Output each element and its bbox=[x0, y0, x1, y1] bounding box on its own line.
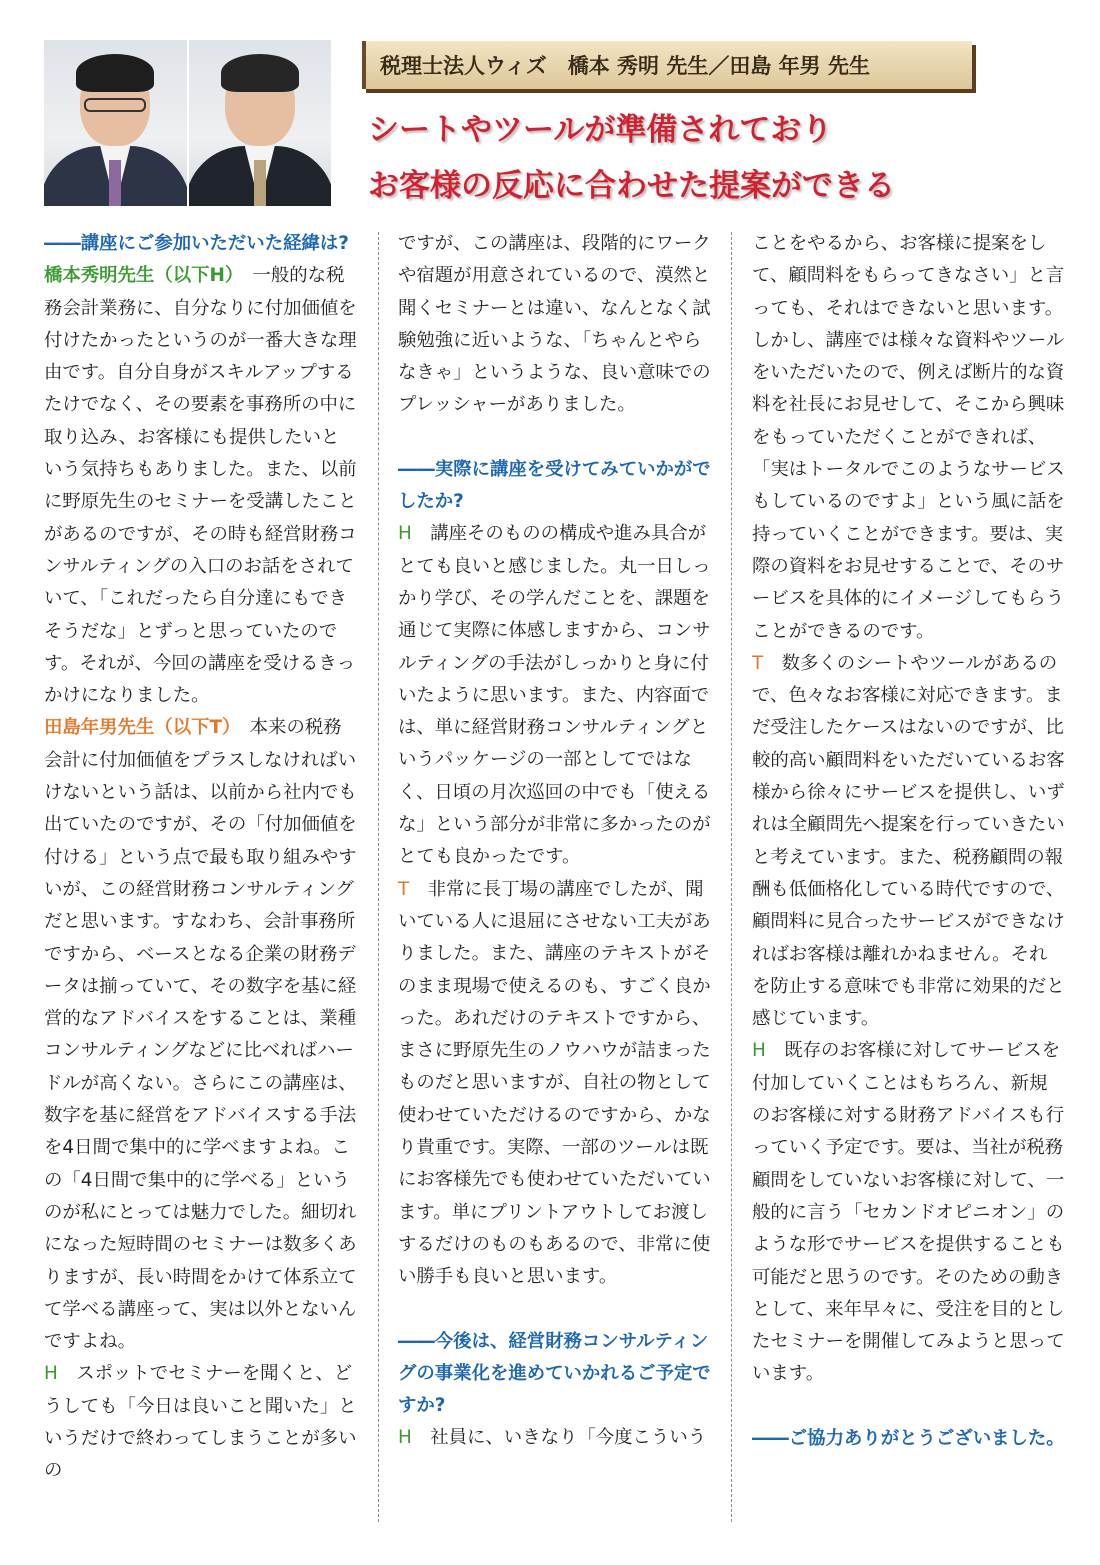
speaker-label: H bbox=[398, 523, 412, 545]
portrait-tajima bbox=[189, 40, 332, 206]
answer-text: 社員に、いきなり「今度こういう bbox=[411, 1427, 707, 1449]
interview-answer bbox=[398, 228, 711, 422]
answer-text: 非常に長丁場の講座でしたが、聞いている人に退屈にさせない工夫がありました。また、講座のテキストがそのまま現場で使えるのも、すごく良かった。あれだけのテキストですから、まさに野原先生のノウハウが詰まったものだと思いますが、自社の物として使わせていただけるのですから、かなり貴重です。実際、一部のツールは既にお客様先でも使わせていただいています。単にプリントアウトしてお渡しするだけのものもあるので、非常に使い勝手も良いと思います。 bbox=[398, 878, 711, 1288]
speaker-label: H bbox=[398, 1427, 412, 1449]
column-divider bbox=[378, 232, 379, 1522]
interview-question: ――実際に講座を受けてみていかがでしたか? bbox=[398, 458, 711, 513]
paragraph-gap bbox=[752, 1391, 1065, 1423]
headline-line-2: お客様の反応に合わせた提案ができる bbox=[368, 168, 895, 204]
paragraph-gap bbox=[398, 422, 711, 454]
speaker-label: 橋本秀明先生（以下H） bbox=[44, 265, 235, 287]
answer-text: 本来の税務会計に付加価値をプラスしなければいけないという話は、以前から社内でも出ていたのですが、その「付加価値を付ける」という点で最も取り組みやすいが、この経営財務コンサルティングだと思います。すなわち、会計事務所ですから、ベースとなる企業の財務データは揃っていて、その数字を基に経営的なアドバイスをすることは、業種コンサルティングなどに比べればハードルが高くない。さらにこの講座は、数字を基に経営をアドバイスする手法を4日間で集中的に学べますよね。この「4日間で集中的に学べる」というのが私にとっては魅力でした。細切れになった短時間のセミナーは数多くありますが、長い時間をかけて体系立てて学べる講座って、実は以外とないんですよね。 bbox=[44, 717, 357, 1353]
answer-text: ですが、この講座は、段階的にワークや宿題が用意されているので、漠然と聞くセミナーとは違い、なんとなく試験勉強に近いような、「ちゃんとやらなきゃ」というような、良い意味でのプレッシャーがありました。 bbox=[398, 233, 711, 416]
article-column-3 bbox=[752, 228, 1065, 1528]
interview-question: ――講座にご参加いただいた経緯は? bbox=[44, 233, 349, 254]
interview-answer bbox=[398, 518, 711, 873]
speaker-label: T bbox=[398, 878, 410, 900]
speaker-label: T bbox=[752, 652, 764, 674]
portraits bbox=[44, 40, 331, 206]
headline-line-1: シートやツールが準備されており bbox=[368, 112, 833, 148]
answer-text: ことをやるから、お客様に提案をして、顧問料をもらってきなさい」と言っても、それはできないと思います。しかし、講座では様々な資料やツールをいただいたので、例えば断片的な資料を社長にお見せして、そこから興味をもっていただくことができれば、「実はトータルでこのようなサービスもしているのですよ」という風に話を持っていくことができます。要は、実際の資料をお見せすることで、そのサービスを具体的にイメージしてもらうことができるのです。 bbox=[752, 233, 1065, 642]
answer-text: スポットでセミナーを聞くと、どうしても「今日は良いこと聞いた」というだけで終わってしまうことが多いの bbox=[44, 1363, 357, 1482]
interview-answer bbox=[398, 1422, 711, 1454]
speaker-banner bbox=[362, 41, 972, 89]
interview-answer bbox=[752, 648, 1065, 1036]
article-column-2 bbox=[398, 228, 711, 1528]
interview-answer bbox=[752, 228, 1065, 648]
interview-answer bbox=[44, 712, 357, 1358]
speaker-label: 田島年男先生（以下T） bbox=[44, 717, 232, 739]
interview-answer bbox=[398, 874, 711, 1294]
article-column-1 bbox=[44, 228, 357, 1528]
answer-text: 数多くのシートやツールがあるので、色々なお客様に対応できます。まだ受注したケースはないのですが、比較的高い顧問料をいただいているお客様から徐々にサービスを提供し、いずれは全顧問先へ提案を行っていきたいと考えています。また、税務顧問の報酬も低価格化している時代ですので、顧問料に見合ったサービスができなければお客様は離れかねません。それを防止する意味でも非常に効果的だと感じています。 bbox=[752, 652, 1065, 1030]
interview-answer bbox=[44, 260, 357, 712]
speaker-label: H bbox=[752, 1040, 766, 1062]
banner-text: 税理士法人ウィズ 橋本 秀明 先生／田島 年男 先生 bbox=[380, 53, 870, 78]
column-divider bbox=[731, 232, 732, 1522]
paragraph-gap bbox=[398, 1294, 711, 1326]
answer-text: 一般的な税務会計業務に、自分なりに付加価値を付けたかったというのが一番大きな理由です。自分自身がスキルアップするたけでなく、その要素を事務所の中に取り込み、お客様にも提供したいという気持ちもありました。また、以前に野原先生のセミナーを受講したことがあるのですが、その時も経営財務コンサルティングの入口のお話をされていて、「これだったら自分達にもできそうだな」とずっと思っていたのです。それが、今回の講座を受けるきっかけになりました。 bbox=[44, 265, 357, 707]
interview-question: ――ご協力ありがとうございました。 bbox=[752, 1427, 1065, 1449]
answer-text: 講座そのものの構成や進み具合がとても良いと感じました。丸一日しっかり学び、その学んだことを、課題を通じて実際に体感しますから、コンサルティングの手法がしっかりと身に付いたように思います。また、内容面では、単に経営財務コンサルティングというパッケージの一部としてではなく、日頃の月次巡回の中でも「使えるな」という部分が非常に多かったのがとても良かったです。 bbox=[398, 523, 711, 868]
portrait-hashimoto bbox=[44, 40, 187, 206]
speaker-label: H bbox=[44, 1363, 58, 1385]
interview-answer bbox=[44, 1358, 357, 1487]
answer-text: 既存のお客様に対してサービスを付加していくことはもちろん、新規のお客様に対する財務アドバイスも行っていく予定です。要は、当社が税務顧問をしていないお客様に対して、一般的に言う「セカンドオピニオン」のような形でサービスを提供することも可能だと思うのです。そのための動きとして、来年早々に、受注を目的としたセミナーを開催してみようと思っています。 bbox=[752, 1040, 1065, 1385]
interview-question: ――今後は、経営財務コンサルティングの事業化を進めていかれるご予定ですか? bbox=[398, 1330, 711, 1417]
interview-answer bbox=[752, 1035, 1065, 1390]
